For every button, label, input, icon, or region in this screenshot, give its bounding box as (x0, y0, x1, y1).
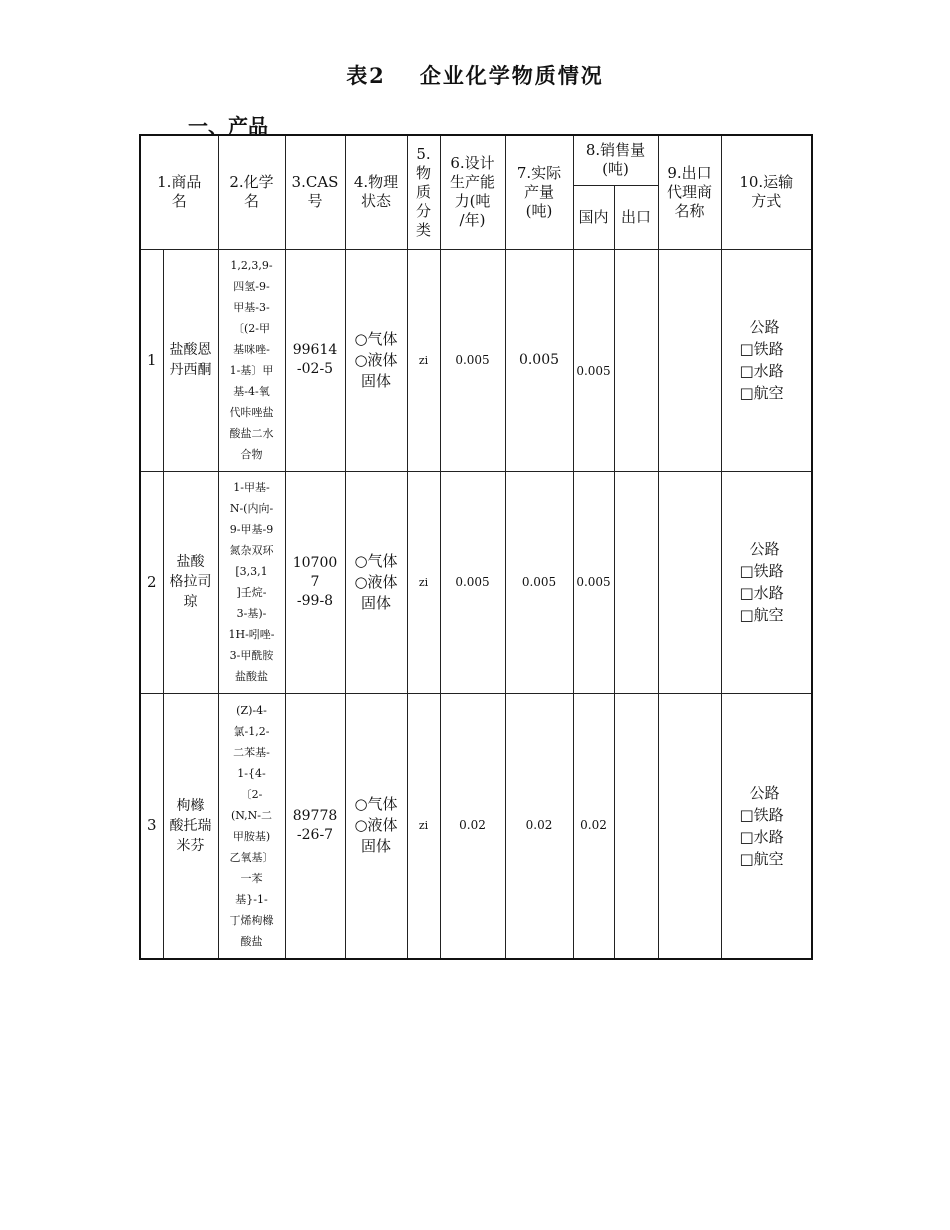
row-number: 3 (140, 693, 163, 959)
header-design-capacity: 6.设计 生产能 力(吨 /年) (440, 135, 505, 249)
category-cell: zi (407, 249, 440, 471)
cas-number-cell: 89778 -26-7 (285, 693, 345, 959)
category-cell: zi (407, 471, 440, 693)
physical-state-cell: ○气体 ○液体 固体 (345, 471, 407, 693)
header-sales-volume: 8.销售量 (吨) (573, 135, 658, 185)
domestic-sales-cell: 0.005 (573, 249, 614, 471)
design-capacity-cell: 0.02 (440, 693, 505, 959)
header-domestic: 国内 (573, 185, 614, 249)
table-row (140, 693, 812, 959)
header-cas-number: 3.CAS 号 (285, 135, 345, 249)
header-transport-mode: 10.运输 方式 (721, 135, 812, 249)
header-row (140, 135, 812, 185)
table-row (140, 471, 812, 693)
physical-state-cell: ○气体 ○液体 固体 (345, 249, 407, 471)
design-capacity-cell: 0.005 (440, 249, 505, 471)
export-sales-cell (614, 693, 658, 959)
header-actual-output: 7.实际 产量 (吨) (505, 135, 573, 249)
header-substance-category: 5. 物 质 分 类 (407, 135, 440, 249)
product-name-cell: 盐酸 格拉司 琼 (163, 471, 218, 693)
export-sales-cell (614, 471, 658, 693)
category-cell: zi (407, 693, 440, 959)
actual-output-cell: 0.02 (505, 693, 573, 959)
chemicals-table (139, 134, 813, 960)
header-physical-state: 4.物理 状态 (345, 135, 407, 249)
table-number: 表2 (346, 63, 386, 88)
export-sales-cell (614, 249, 658, 471)
cas-number-cell: 99614 -02-5 (285, 249, 345, 471)
export-agent-cell (658, 471, 721, 693)
header-export: 出口 (614, 185, 658, 249)
physical-state-cell: ○气体 ○液体 固体 (345, 693, 407, 959)
product-name-cell: 枸橼 酸托瑞 米芬 (163, 693, 218, 959)
transport-mode-cell: 公路 □铁路 □水路 □航空 (721, 693, 812, 959)
header-export-agent: 9.出口 代理商 名称 (658, 135, 721, 249)
table-row (140, 249, 812, 471)
row-number: 1 (140, 249, 163, 471)
domestic-sales-cell: 0.02 (573, 693, 614, 959)
actual-output-cell: 0.005 (505, 471, 573, 693)
table-heading: 企业化学物质情况 (419, 63, 604, 88)
product-name-cell: 盐酸恩 丹西酮 (163, 249, 218, 471)
chemical-name-cell: 1,2,3,9- 四氢-9- 甲基-3- 〔(2-甲 基咪唑- 1-基〕甲 基-4-氧 代咔唑盐 酸盐二水 合物 (218, 249, 285, 471)
export-agent-cell (658, 693, 721, 959)
design-capacity-cell: 0.005 (440, 471, 505, 693)
chemical-name-cell: (Z)-4- 氯-1,2- 二苯基- 1-{4- 〔2- (N,N-二 甲胺基) 乙氧基〕 一苯 基}-1- 丁烯枸橼 酸盐 (218, 693, 285, 959)
actual-output-cell: 0.005 (505, 249, 573, 471)
header-chemical-name: 2.化学 名 (218, 135, 285, 249)
export-agent-cell (658, 249, 721, 471)
transport-mode-cell: 公路 □铁路 □水路 □航空 (721, 471, 812, 693)
table-title (0, 60, 950, 90)
header-product-name: 1.商品 名 (140, 135, 218, 249)
cas-number-cell: 10700 7 -99-8 (285, 471, 345, 693)
transport-mode-cell: 公路 □铁路 □水路 □航空 (721, 249, 812, 471)
chemical-name-cell: 1-甲基- N-(内向- 9-甲基-9 氮杂双环 [3,3,1 ]壬烷- 3-基)- 1H-吲唑- 3-甲酰胺 盐酸盐 (218, 471, 285, 693)
domestic-sales-cell: 0.005 (573, 471, 614, 693)
section-heading: 一、产品 (188, 114, 268, 138)
row-number: 2 (140, 471, 163, 693)
